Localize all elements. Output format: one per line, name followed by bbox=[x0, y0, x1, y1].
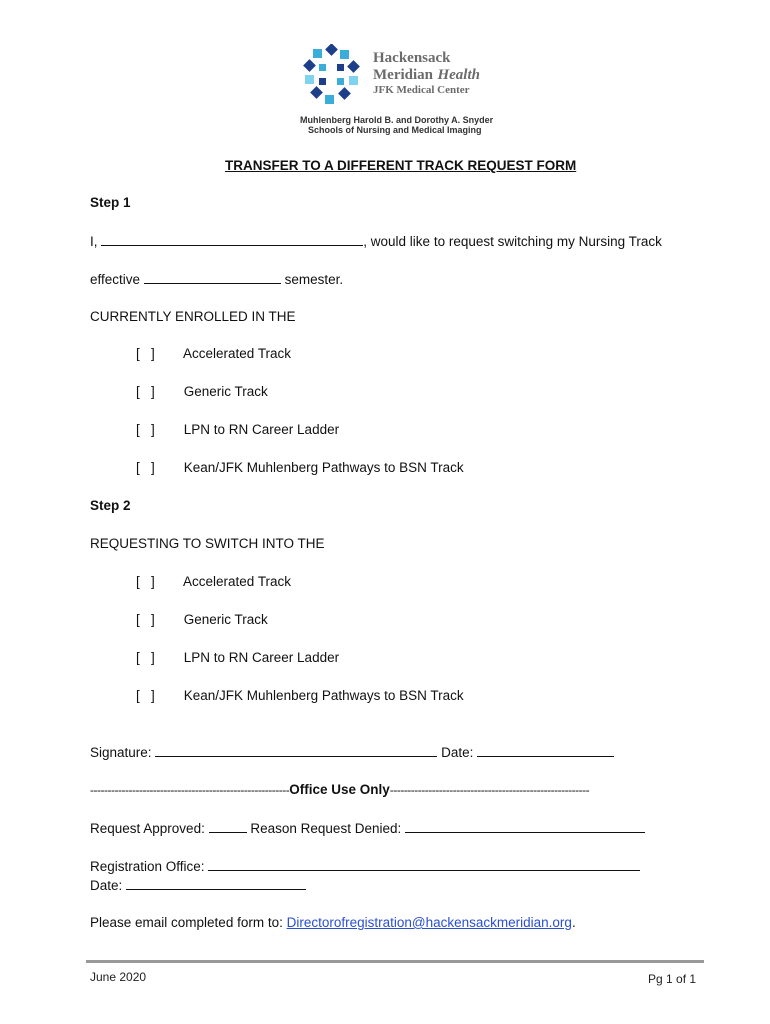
date2-label: Date: bbox=[90, 878, 123, 893]
logo-line2-wrap bbox=[373, 66, 480, 84]
logo-line2: Meridian bbox=[373, 67, 433, 83]
reason-denied-label: Reason Request Denied: bbox=[250, 821, 402, 836]
checkbox[interactable]: [ ] bbox=[136, 612, 155, 627]
enrolled-option-2[interactable] bbox=[136, 384, 268, 399]
logo-line3: JFK Medical Center bbox=[373, 84, 470, 96]
enrolled-option-4[interactable] bbox=[136, 460, 464, 475]
option-label: Kean/JFK Muhlenberg Pathways to BSN Track bbox=[183, 460, 464, 475]
logo-mark-icon bbox=[303, 44, 363, 106]
date-field[interactable] bbox=[477, 744, 614, 757]
office-use-dashes-right: --------------------------------------------------------- bbox=[389, 783, 590, 797]
approval-line bbox=[90, 820, 645, 836]
registration-office-field[interactable] bbox=[208, 858, 640, 871]
requesting-option-3[interactable] bbox=[136, 650, 339, 665]
email-suffix: . bbox=[571, 915, 576, 930]
email-line bbox=[90, 915, 576, 930]
request-prefix: I, bbox=[90, 234, 98, 249]
checkbox[interactable]: [ ] bbox=[136, 688, 155, 703]
option-label: Generic Track bbox=[183, 384, 268, 399]
logo bbox=[303, 44, 483, 106]
checkbox[interactable]: [ ] bbox=[136, 650, 155, 665]
request-approved-label: Request Approved: bbox=[90, 821, 205, 836]
office-use-dashes-left: --------------------------------------------------------- bbox=[90, 783, 290, 797]
email-link[interactable]: Directorofregistration@hackensackmeridian.org bbox=[286, 915, 572, 930]
option-label: LPN to RN Career Ladder bbox=[183, 422, 340, 437]
checkbox[interactable]: [ ] bbox=[136, 384, 155, 399]
form-title: TRANSFER TO A DIFFERENT TRACK REQUEST FORM bbox=[225, 158, 577, 173]
checkbox[interactable]: [ ] bbox=[136, 460, 155, 475]
option-label: Generic Track bbox=[183, 612, 268, 627]
option-label: LPN to RN Career Ladder bbox=[183, 650, 340, 665]
request-line bbox=[90, 233, 662, 249]
step2-label: Step 2 bbox=[90, 498, 131, 513]
school-line1: Muhlenberg Harold B. and Dorothy A. Snyder bbox=[300, 115, 494, 125]
school-line2: Schools of Nursing and Medical Imaging bbox=[308, 125, 482, 135]
checkbox[interactable]: [ ] bbox=[136, 422, 155, 437]
footer-date: June 2020 bbox=[90, 970, 147, 984]
reason-denied-field[interactable] bbox=[405, 820, 645, 833]
date-label: Date: bbox=[441, 745, 474, 760]
request-approved-field[interactable] bbox=[209, 820, 247, 833]
office-use-label: Office Use Only bbox=[289, 782, 390, 797]
requesting-option-1[interactable] bbox=[136, 574, 291, 589]
requesting-option-4[interactable] bbox=[136, 688, 464, 703]
email-prefix: Please email completed form to: bbox=[90, 915, 283, 930]
registration-line bbox=[90, 858, 640, 874]
effective-semester-field[interactable] bbox=[144, 271, 281, 284]
step1-label: Step 1 bbox=[90, 195, 131, 210]
signature-line bbox=[90, 744, 614, 760]
effective-prefix: effective bbox=[90, 272, 141, 287]
enrolled-option-3[interactable] bbox=[136, 422, 339, 437]
checkbox[interactable]: [ ] bbox=[136, 574, 155, 589]
option-label: Accelerated Track bbox=[183, 574, 292, 589]
date2-field[interactable] bbox=[126, 877, 306, 890]
signature-label: Signature: bbox=[90, 745, 152, 760]
office-use-divider bbox=[90, 782, 680, 797]
logo-line2-emphasis: Health bbox=[437, 67, 480, 83]
registration-office-label: Registration Office: bbox=[90, 859, 205, 874]
checkbox[interactable]: [ ] bbox=[136, 346, 155, 361]
logo-line1: Hackensack bbox=[373, 50, 451, 66]
requesting-option-2[interactable] bbox=[136, 612, 268, 627]
currently-enrolled-heading: CURRENTLY ENROLLED IN THE bbox=[90, 309, 296, 324]
requesting-heading: REQUESTING TO SWITCH INTO THE bbox=[90, 536, 325, 551]
name-field[interactable] bbox=[101, 233, 363, 246]
footer-page-number: Pg 1 of 1 bbox=[648, 972, 697, 986]
option-label: Accelerated Track bbox=[183, 346, 292, 361]
effective-line bbox=[90, 271, 343, 287]
date2-line bbox=[90, 877, 306, 893]
option-label: Kean/JFK Muhlenberg Pathways to BSN Track bbox=[183, 688, 464, 703]
signature-field[interactable] bbox=[155, 744, 437, 757]
effective-suffix: semester. bbox=[284, 272, 344, 287]
footer-rule bbox=[86, 960, 704, 963]
request-suffix: , would like to request switching my Nursing Track bbox=[363, 234, 662, 249]
enrolled-option-1[interactable] bbox=[136, 346, 291, 361]
